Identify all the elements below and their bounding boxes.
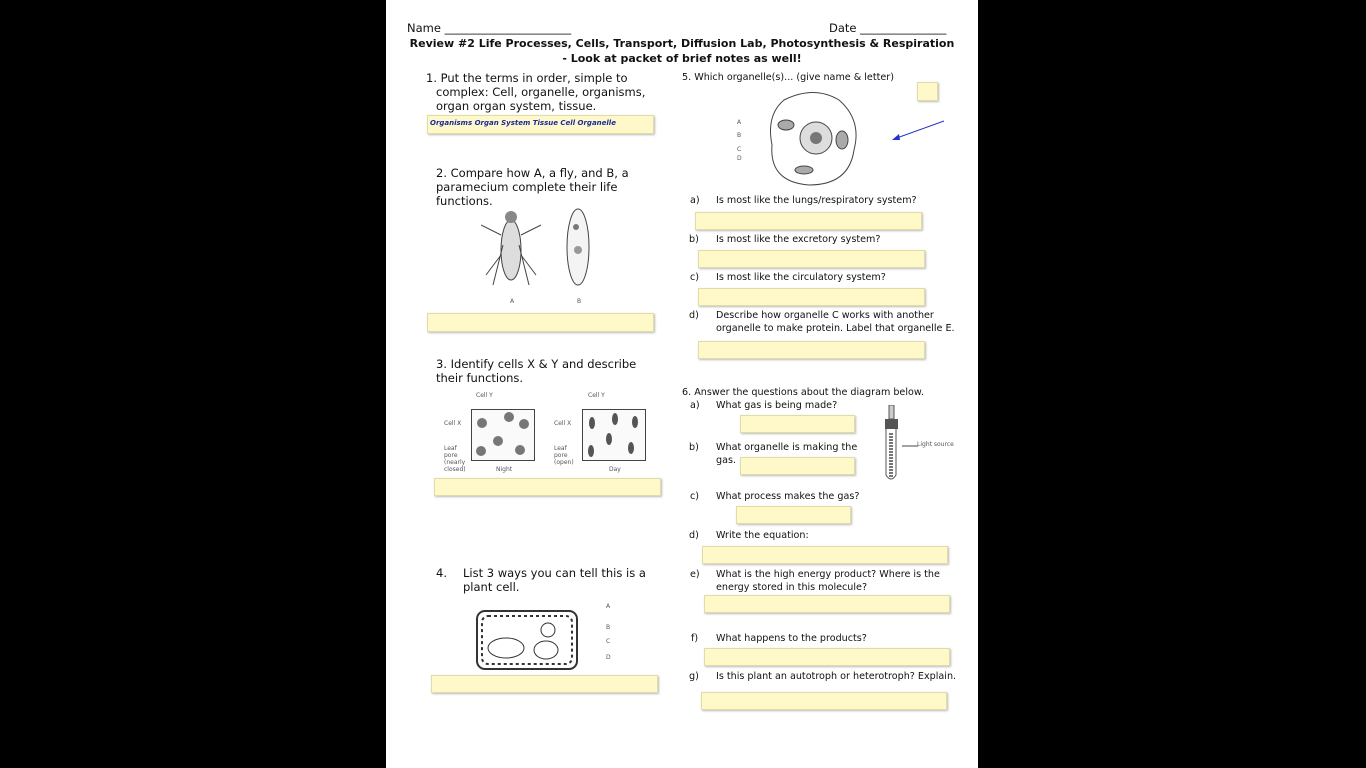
- q6c-letter: c): [690, 491, 700, 502]
- label-day: Day: [609, 466, 621, 473]
- plant-label-c: C: [606, 638, 611, 645]
- q5c-text: Is most like the circulatory system?: [716, 272, 886, 283]
- question-2: 2. Compare how A, a fly, and B, a paramecium complete their life functions.: [436, 166, 629, 208]
- question-4: List 3 ways you can tell this is a plant cell.: [463, 566, 646, 594]
- q5d-letter: d): [689, 310, 699, 321]
- q6b-letter: b): [689, 442, 699, 453]
- name-field: Name ______________________: [407, 21, 572, 35]
- question-6: 6. Answer the questions about the diagram below.: [682, 387, 924, 398]
- label-pore-closed: Leaf pore (nearly closed): [444, 445, 466, 473]
- plant-cell-diagram: [476, 610, 581, 672]
- q6a-text: What gas is being made?: [716, 400, 838, 411]
- label-a: A: [510, 298, 515, 305]
- answer-box-6f[interactable]: [704, 648, 950, 666]
- worksheet-page: [386, 0, 978, 768]
- answer-box-1[interactable]: Organisms Organ System Tissue Cell Organelle: [427, 115, 654, 134]
- q6d-letter: d): [689, 530, 699, 541]
- night-leaf-diagram: [471, 409, 535, 461]
- q5c-letter: c): [690, 272, 700, 283]
- day-leaf-diagram: [582, 409, 646, 461]
- answer-box-5b[interactable]: [698, 250, 925, 268]
- label-light-source: Light source: [917, 441, 954, 448]
- q5b-text: Is most like the excretory system?: [716, 234, 881, 245]
- q6e-letter: e): [690, 569, 700, 580]
- q6b-text: What organelle is making the gas.: [716, 442, 858, 466]
- q6d-text: Write the equation:: [716, 530, 809, 541]
- annotation-arrow: [886, 118, 948, 144]
- label-b: B: [577, 298, 582, 305]
- label-cell-x-day: Cell X: [554, 420, 572, 427]
- question-3: 3. Identify cells X & Y and describe their functions.: [436, 357, 637, 385]
- question-5: 5. Which organelle(s)... (give name & letter): [682, 72, 894, 83]
- question-1: 1. Put the terms in order, simple to complex: Cell, organelle, organisms, organ organ system, tissue.: [426, 71, 646, 113]
- q5a-text: Is most like the lungs/respiratory system?: [716, 195, 917, 206]
- label-cell-y-day: Cell Y: [588, 392, 605, 399]
- q6g-letter: g): [689, 671, 699, 682]
- test-tube-diagram: [882, 405, 902, 483]
- cell-label-d: D: [737, 155, 742, 162]
- answer-box-5d[interactable]: [698, 341, 925, 359]
- answer-box-6e[interactable]: [704, 595, 950, 613]
- q6f-letter: f): [691, 633, 699, 644]
- animal-cell-diagram: [764, 90, 862, 188]
- plant-label-a: A: [606, 603, 611, 610]
- q6a-letter: a): [690, 400, 700, 411]
- answer-box-6c[interactable]: [736, 506, 851, 524]
- label-night: Night: [496, 466, 513, 473]
- plant-label-b: B: [606, 624, 611, 631]
- answer-box-6a[interactable]: [740, 415, 855, 433]
- answer-box-6b[interactable]: [740, 457, 855, 475]
- label-cell-y: Cell Y: [476, 392, 493, 399]
- q6c-text: What process makes the gas?: [716, 491, 860, 502]
- page-subtitle: - Look at packet of brief notes as well!: [562, 52, 802, 65]
- small-answer-box[interactable]: [917, 82, 938, 101]
- cell-label-a: A: [737, 119, 742, 126]
- q6f-text: What happens to the products?: [716, 633, 867, 644]
- answer-box-6g[interactable]: [701, 692, 947, 710]
- q5d-text: Describe how organelle C works with another organelle to make protein. Label that organelle E.: [716, 310, 955, 334]
- answer-box-3[interactable]: [434, 478, 661, 496]
- q6e-text: What is the high energy product? Where is the energy stored in this molecule?: [716, 569, 940, 593]
- q5a-letter: a): [690, 195, 700, 206]
- paramecium-image: [564, 205, 594, 290]
- q6g-text: Is this plant an autotroph or heterotroph? Explain.: [716, 671, 957, 682]
- date-field: Date _______________: [829, 21, 947, 35]
- answer-box-6d[interactable]: [702, 546, 948, 564]
- answer-box-4[interactable]: [431, 675, 658, 693]
- label-cell-x: Cell X: [444, 420, 462, 427]
- label-pore-open: Leaf pore (open): [554, 445, 574, 466]
- cell-label-b: B: [737, 132, 742, 139]
- answer-box-5c[interactable]: [698, 288, 925, 306]
- light-arrow: [902, 443, 918, 449]
- answer-box-5a[interactable]: [695, 212, 922, 230]
- question-4-number: 4.: [436, 566, 447, 580]
- fly-image: [481, 205, 561, 295]
- plant-label-d: D: [606, 654, 611, 661]
- cell-label-c: C: [737, 146, 742, 153]
- q5b-letter: b): [689, 234, 699, 245]
- page-title: Review #2 Life Processes, Cells, Transport, Diffusion Lab, Photosynthesis & Respiration: [409, 37, 955, 50]
- answer-box-2[interactable]: [427, 313, 654, 332]
